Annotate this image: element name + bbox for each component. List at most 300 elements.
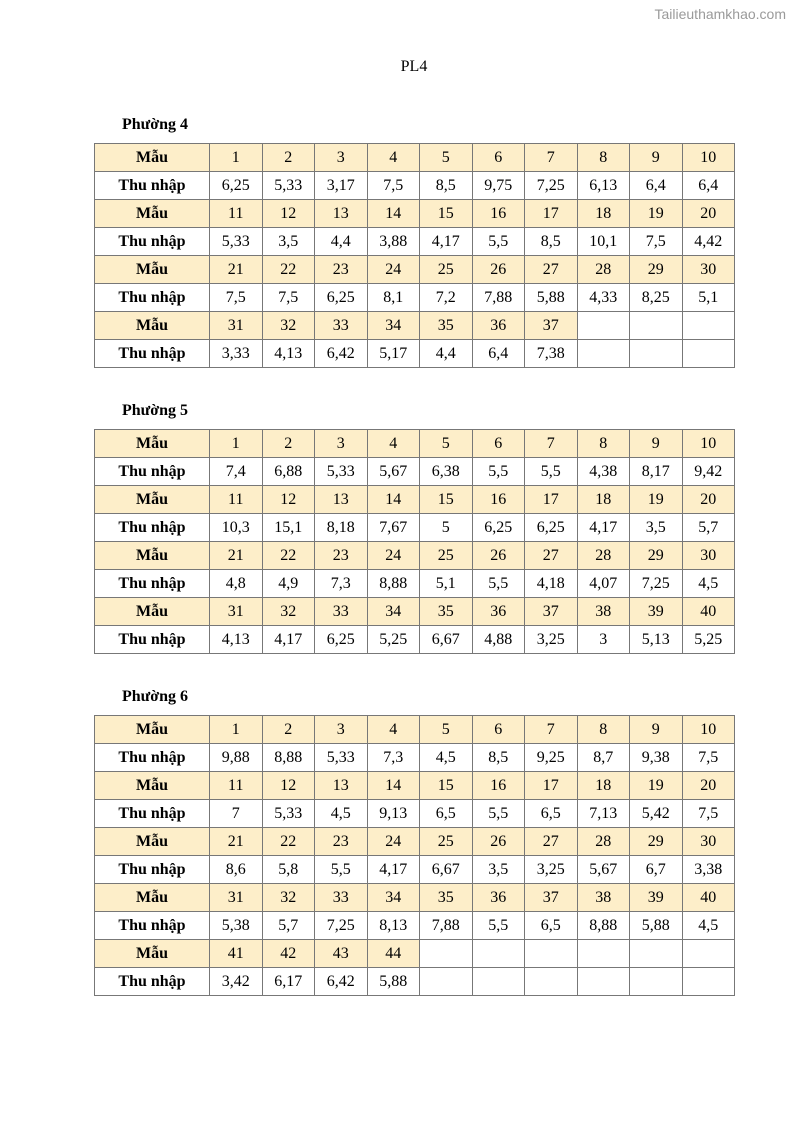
section-phuong-4 [94,115,735,368]
sample-number-cell: 22 [262,542,315,570]
income-row-label: Thu nhập [95,458,210,486]
income-row-label: Thu nhập [95,912,210,940]
sample-row [95,598,735,626]
income-value-cell: 3,25 [525,856,578,884]
income-row-label: Thu nhập [95,340,210,368]
sample-number-cell: 4 [367,144,420,172]
sample-number-cell: 40 [682,884,735,912]
income-value-cell: 5,67 [577,856,630,884]
sample-number-cell: 32 [262,598,315,626]
sample-number-cell: 22 [262,828,315,856]
sample-number-cell: 7 [525,430,578,458]
income-value-cell: 5,7 [262,912,315,940]
sample-number-cell [630,312,683,340]
income-value-cell: 6,42 [315,340,368,368]
sample-number-cell: 1 [210,144,263,172]
income-value-cell: 4,13 [262,340,315,368]
sample-number-cell: 24 [367,542,420,570]
income-value-cell: 8,88 [262,744,315,772]
sample-number-cell: 44 [367,940,420,968]
income-value-cell: 5,1 [682,284,735,312]
income-value-cell: 4,5 [682,912,735,940]
income-value-cell: 5,1 [420,570,473,598]
sample-number-cell: 20 [682,772,735,800]
sample-number-cell: 39 [630,598,683,626]
income-value-cell: 5,88 [525,284,578,312]
income-value-cell: 8,5 [525,228,578,256]
income-row-label: Thu nhập [95,172,210,200]
sample-number-cell: 30 [682,828,735,856]
income-value-cell: 6,5 [420,800,473,828]
watermark: Tailieuthamkhao.com [654,6,786,22]
income-row [95,458,735,486]
sample-number-cell: 29 [630,542,683,570]
sample-number-cell: 9 [630,430,683,458]
sample-number-cell: 36 [472,884,525,912]
income-value-cell: 9,13 [367,800,420,828]
sample-number-cell: 25 [420,542,473,570]
income-row-label: Thu nhập [95,228,210,256]
income-value-cell: 4,17 [262,626,315,654]
sample-number-cell [682,940,735,968]
sample-row [95,884,735,912]
sample-number-cell: 17 [525,200,578,228]
sample-number-cell: 16 [472,486,525,514]
sample-row-label: Mẫu [95,200,210,228]
income-value-cell: 10,3 [210,514,263,542]
sample-row-label: Mẫu [95,256,210,284]
income-value-cell [577,340,630,368]
income-value-cell: 4,33 [577,284,630,312]
sample-number-cell: 30 [682,542,735,570]
section-phuong-5 [94,401,735,654]
income-value-cell: 7,4 [210,458,263,486]
sample-number-cell [577,940,630,968]
sample-number-cell: 24 [367,828,420,856]
income-row [95,570,735,598]
income-value-cell: 6,67 [420,856,473,884]
sample-number-cell: 17 [525,486,578,514]
income-value-cell [420,968,473,996]
income-value-cell: 8,88 [367,570,420,598]
sample-number-cell: 8 [577,144,630,172]
income-row [95,228,735,256]
sample-number-cell: 41 [210,940,263,968]
sample-number-cell: 16 [472,200,525,228]
sample-number-cell: 26 [472,828,525,856]
income-value-cell: 8,6 [210,856,263,884]
income-value-cell: 7 [210,800,263,828]
sample-row-label: Mẫu [95,144,210,172]
income-value-cell: 9,42 [682,458,735,486]
income-value-cell: 4,5 [315,800,368,828]
income-value-cell: 3,33 [210,340,263,368]
sample-number-cell: 7 [525,144,578,172]
income-value-cell: 7,13 [577,800,630,828]
sample-number-cell: 28 [577,256,630,284]
income-value-cell: 6,67 [420,626,473,654]
sample-row-label: Mẫu [95,716,210,744]
sample-row [95,940,735,968]
sample-number-cell: 14 [367,772,420,800]
income-value-cell: 5,8 [262,856,315,884]
income-value-cell: 5,42 [630,800,683,828]
sample-number-cell: 36 [472,312,525,340]
sample-number-cell: 33 [315,598,368,626]
income-value-cell: 4,4 [420,340,473,368]
sample-number-cell: 35 [420,598,473,626]
income-value-cell: 7,5 [367,172,420,200]
income-value-cell [682,968,735,996]
sample-number-cell: 12 [262,486,315,514]
sample-number-cell [420,940,473,968]
income-row-label: Thu nhập [95,968,210,996]
income-value-cell: 3,17 [315,172,368,200]
sample-number-cell: 14 [367,200,420,228]
income-value-cell: 6,4 [630,172,683,200]
income-value-cell: 9,88 [210,744,263,772]
income-value-cell: 5,5 [472,912,525,940]
income-value-cell: 8,13 [367,912,420,940]
income-value-cell: 4,9 [262,570,315,598]
sample-number-cell: 27 [525,256,578,284]
income-value-cell: 5,25 [682,626,735,654]
sample-number-cell: 2 [262,144,315,172]
sample-number-cell: 3 [315,144,368,172]
sample-row [95,716,735,744]
sample-number-cell: 6 [472,144,525,172]
sample-number-cell: 18 [577,200,630,228]
income-value-cell: 4,18 [525,570,578,598]
income-table [94,429,735,654]
sample-number-cell: 4 [367,430,420,458]
sample-number-cell [472,940,525,968]
income-row-label: Thu nhập [95,514,210,542]
sample-number-cell: 19 [630,486,683,514]
income-value-cell: 3,5 [630,514,683,542]
sample-number-cell: 11 [210,200,263,228]
income-value-cell: 8,5 [420,172,473,200]
sample-number-cell: 43 [315,940,368,968]
sample-number-cell: 9 [630,716,683,744]
sample-number-cell [682,312,735,340]
sample-number-cell: 37 [525,312,578,340]
sample-number-cell: 36 [472,598,525,626]
income-value-cell: 6,25 [315,626,368,654]
section-title: Phường 5 [122,402,189,419]
income-value-cell: 6,88 [262,458,315,486]
income-value-cell: 7,5 [262,284,315,312]
sample-number-cell: 24 [367,256,420,284]
income-value-cell: 7,5 [630,228,683,256]
income-value-cell: 7,25 [525,172,578,200]
income-value-cell: 5,25 [367,626,420,654]
sample-row [95,542,735,570]
income-value-cell: 4,4 [315,228,368,256]
sample-number-cell: 28 [577,828,630,856]
income-value-cell: 4,38 [577,458,630,486]
income-value-cell: 7,25 [630,570,683,598]
sample-number-cell: 10 [682,144,735,172]
sample-number-cell: 28 [577,542,630,570]
sample-number-cell: 10 [682,430,735,458]
sample-number-cell: 25 [420,828,473,856]
sample-number-cell: 15 [420,772,473,800]
income-value-cell: 4,42 [682,228,735,256]
income-row-label: Thu nhập [95,570,210,598]
income-value-cell: 10,1 [577,228,630,256]
sample-number-cell: 5 [420,716,473,744]
sample-number-cell: 25 [420,256,473,284]
income-value-cell: 8,7 [577,744,630,772]
sample-row-label: Mẫu [95,312,210,340]
income-value-cell: 4,17 [420,228,473,256]
income-value-cell [525,968,578,996]
sample-number-cell: 1 [210,430,263,458]
income-value-cell: 9,75 [472,172,525,200]
sample-number-cell: 7 [525,716,578,744]
income-value-cell: 5,88 [630,912,683,940]
sample-row [95,256,735,284]
income-value-cell: 5 [420,514,473,542]
sample-number-cell: 19 [630,772,683,800]
income-value-cell: 3,5 [472,856,525,884]
section-phuong-6 [94,687,735,996]
income-value-cell: 7,3 [315,570,368,598]
income-row [95,626,735,654]
sample-number-cell: 15 [420,486,473,514]
sample-number-cell: 26 [472,256,525,284]
income-value-cell: 6,42 [315,968,368,996]
sample-number-cell: 27 [525,542,578,570]
income-value-cell: 7,88 [420,912,473,940]
income-value-cell: 6,17 [262,968,315,996]
income-value-cell: 8,17 [630,458,683,486]
income-value-cell: 3 [577,626,630,654]
sample-number-cell: 8 [577,430,630,458]
sample-number-cell: 31 [210,312,263,340]
income-value-cell: 8,1 [367,284,420,312]
income-value-cell: 5,17 [367,340,420,368]
sample-number-cell: 38 [577,884,630,912]
sample-row-label: Mẫu [95,486,210,514]
sample-number-cell: 40 [682,598,735,626]
sample-number-cell: 14 [367,486,420,514]
sample-number-cell: 10 [682,716,735,744]
income-value-cell: 6,25 [210,172,263,200]
income-value-cell: 4,5 [420,744,473,772]
income-value-cell: 5,38 [210,912,263,940]
income-value-cell: 5,5 [472,570,525,598]
sample-number-cell: 27 [525,828,578,856]
income-value-cell [577,968,630,996]
income-value-cell: 6,13 [577,172,630,200]
sample-number-cell: 32 [262,312,315,340]
income-value-cell: 4,5 [682,570,735,598]
income-table [94,715,735,996]
sample-number-cell: 29 [630,256,683,284]
sample-number-cell: 20 [682,486,735,514]
sample-number-cell: 13 [315,772,368,800]
income-value-cell: 7,2 [420,284,473,312]
sample-number-cell: 8 [577,716,630,744]
sample-row-label: Mẫu [95,884,210,912]
sample-row [95,144,735,172]
income-value-cell: 5,67 [367,458,420,486]
sample-number-cell: 21 [210,828,263,856]
income-value-cell: 6,25 [315,284,368,312]
income-value-cell: 5,5 [525,458,578,486]
income-row [95,800,735,828]
sample-number-cell: 42 [262,940,315,968]
sample-row-label: Mẫu [95,598,210,626]
income-value-cell: 6,25 [525,514,578,542]
sample-row-label: Mẫu [95,940,210,968]
income-value-cell: 3,42 [210,968,263,996]
sample-row [95,200,735,228]
income-value-cell: 4,13 [210,626,263,654]
sample-number-cell: 16 [472,772,525,800]
sample-number-cell: 21 [210,542,263,570]
section-title: Phường 6 [122,688,189,705]
income-value-cell: 6,7 [630,856,683,884]
income-row [95,284,735,312]
sample-number-cell: 21 [210,256,263,284]
income-value-cell [630,340,683,368]
income-value-cell: 4,07 [577,570,630,598]
income-value-cell: 9,25 [525,744,578,772]
sample-row [95,772,735,800]
sample-number-cell [577,312,630,340]
income-value-cell: 6,4 [472,340,525,368]
sample-number-cell: 37 [525,884,578,912]
income-value-cell: 3,88 [367,228,420,256]
sample-number-cell: 3 [315,716,368,744]
sample-row [95,430,735,458]
income-row [95,514,735,542]
income-row-label: Thu nhập [95,284,210,312]
income-row [95,744,735,772]
sample-number-cell: 12 [262,200,315,228]
income-row [95,340,735,368]
income-value-cell: 8,18 [315,514,368,542]
sample-number-cell: 33 [315,884,368,912]
income-row [95,856,735,884]
sample-number-cell: 20 [682,200,735,228]
income-value-cell: 7,88 [472,284,525,312]
sample-number-cell: 5 [420,144,473,172]
income-value-cell: 5,13 [630,626,683,654]
sample-number-cell: 6 [472,716,525,744]
income-value-cell: 6,5 [525,800,578,828]
income-value-cell: 8,88 [577,912,630,940]
income-row-label: Thu nhập [95,800,210,828]
sample-number-cell: 35 [420,312,473,340]
sample-number-cell: 12 [262,772,315,800]
income-value-cell: 3,5 [262,228,315,256]
income-row-label: Thu nhập [95,856,210,884]
income-value-cell: 7,25 [315,912,368,940]
sample-row-label: Mẫu [95,772,210,800]
income-value-cell: 8,5 [472,744,525,772]
income-value-cell: 6,4 [682,172,735,200]
sample-number-cell: 6 [472,430,525,458]
sample-number-cell: 30 [682,256,735,284]
sample-number-cell: 32 [262,884,315,912]
income-value-cell: 6,25 [472,514,525,542]
sample-number-cell: 23 [315,256,368,284]
sample-row [95,312,735,340]
income-table [94,143,735,368]
sample-number-cell: 29 [630,828,683,856]
income-value-cell: 6,38 [420,458,473,486]
sample-number-cell: 23 [315,828,368,856]
sample-row-label: Mẫu [95,828,210,856]
income-value-cell: 5,5 [315,856,368,884]
income-value-cell: 7,5 [682,744,735,772]
sample-number-cell: 22 [262,256,315,284]
sample-number-cell: 38 [577,598,630,626]
income-value-cell [472,968,525,996]
income-value-cell: 6,5 [525,912,578,940]
income-row [95,172,735,200]
sample-number-cell: 33 [315,312,368,340]
page-label: PL4 [400,58,428,75]
income-row-label: Thu nhập [95,744,210,772]
income-row-label: Thu nhập [95,626,210,654]
sample-number-cell: 23 [315,542,368,570]
sample-number-cell: 17 [525,772,578,800]
income-value-cell: 7,38 [525,340,578,368]
sample-number-cell: 35 [420,884,473,912]
sample-number-cell: 9 [630,144,683,172]
income-value-cell [682,340,735,368]
income-value-cell: 5,33 [262,800,315,828]
income-value-cell: 15,1 [262,514,315,542]
income-value-cell: 4,88 [472,626,525,654]
income-value-cell: 5,7 [682,514,735,542]
section-title: Phường 4 [122,116,189,133]
sample-number-cell: 18 [577,772,630,800]
sample-row [95,486,735,514]
sample-number-cell: 11 [210,486,263,514]
income-value-cell: 5,5 [472,228,525,256]
income-value-cell: 4,17 [577,514,630,542]
sample-number-cell: 31 [210,884,263,912]
sample-number-cell: 13 [315,200,368,228]
income-row [95,912,735,940]
income-value-cell: 4,17 [367,856,420,884]
sample-number-cell: 34 [367,312,420,340]
sample-number-cell: 18 [577,486,630,514]
sample-number-cell: 15 [420,200,473,228]
income-value-cell: 5,33 [315,744,368,772]
income-value-cell: 4,8 [210,570,263,598]
sample-number-cell: 34 [367,884,420,912]
income-value-cell: 5,33 [315,458,368,486]
sample-row-label: Mẫu [95,542,210,570]
sample-number-cell: 3 [315,430,368,458]
income-value-cell: 7,5 [682,800,735,828]
sample-number-cell: 1 [210,716,263,744]
sample-number-cell: 13 [315,486,368,514]
sample-number-cell: 34 [367,598,420,626]
income-value-cell: 5,33 [210,228,263,256]
sample-number-cell: 5 [420,430,473,458]
sample-number-cell [525,940,578,968]
income-value-cell: 7,5 [210,284,263,312]
income-value-cell: 7,3 [367,744,420,772]
